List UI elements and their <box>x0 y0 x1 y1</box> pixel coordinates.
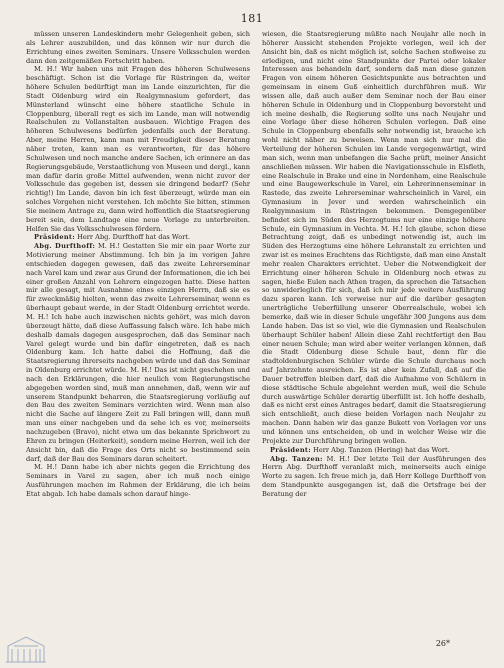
left-column <box>26 30 250 630</box>
paragraph-text: M. H.! Der letzte Teil der Ausführungen des Herrn Abg. Durfthoff veranlaßt mich, meinerseits auch einige Worte zu sagen. Ich freue mich ja, daß Herr Kollege Durfthoff von dem Standpunkte ausgegangen ist, daß die Ortsfrage bei der Beratung der <box>262 454 486 498</box>
paragraph-text: M. H.! Wir haben uns mit Fragen des höheren Schulwesens beschäftigt. Schon ist die Vorlage für Rüstringen da, weiter höhere Schulen bedürftigt man im Lande einzurichten, für die Stadt Oldenburg wird ein Realgymnasium gefordert, das Münsterland wünscht eine höhere staatliche Schule in Cloppenburg, überall regt es sich im Lande, man will notwendig Realschulen zu Vollanstalten ausbauen. Wichtige Fragen des höheren Schulwesens bedürfen jedenfalls auch der Beratung. Aber, meine Herren, kann man mit Freudigkeit dieser Beratung näher treten, kann man es verantworten, für das höhere Schulwesen und noch manche andere Sachen, ich erinnere an das Regierungsgebäude, Verstaatlichung von Museen und dergl., kann man dafür darin große Mittel aufwenden, wenn nicht zuvor der Volksschule das gegeben ist, dessen sie dringend bedarf? (Sehr richtig!) Im Lande, davon bin ich fest überzeugt, würde man ein solches Vorgehen nicht verstehen. Ich möchte Sie bitten, stimmen Sie meinem Antrage zu, dann wird hoffentlich die Staatsregierung bereit sein, dem Landtage eine neue Vorlage zu unterbreiten. Helfen Sie das Volksschulwesen fördern. <box>26 65 250 233</box>
paragraph <box>26 65 250 233</box>
speaker-name: Abg. Durfthoff: <box>34 242 96 251</box>
paragraph <box>262 30 486 446</box>
paragraph <box>26 233 250 242</box>
page-number: 181 <box>240 12 264 25</box>
paragraph-text: müssen unseren Landeskindern mehr Gelegenheit geben, sich als Lehrer auszubilden, und das können wir nur durch die Errichtung eines zweiten Seminars. Unsere Volksschulen werden dann den zeitgemäßen Fortschritt haben. <box>26 30 250 65</box>
speaker-name: Präsident: <box>34 233 76 242</box>
speaker-name: Präsident: <box>270 445 312 454</box>
paragraph-text: M. H.! Dann habe ich aber nichts gegen die Errichtung des Seminars in Varel zu sagen, aber ich muß noch einige Ausführungen machen im Rahmen der Erklärung, die ich beim Etat abgab. Ich habe damals schon darauf hinge- <box>26 463 250 498</box>
right-column <box>262 30 486 630</box>
paragraph-text: wiesen, die Staatsregierung müßte nach Neujahr alle noch in höherer Aussicht stehenden Projekte vorlegen, weil ich der Ansicht bin, daß es nicht möglich ist, solche Sachen stoßweise zu erledigen, und nicht eine Standpunkte der Partei oder lokaler Interessen aus behandeln darf, sondern daß man diese ganzen Fragen von einem höheren Gesichtspunkte aus betrachten und gemeinsam in einem Guß einheitlich durchführen muß. Wir wissen alle, daß auch außer dem Seminar noch der Bau einer höheren Schule in Oldenburg und in Cloppenburg bevorsteht und ich meine deshalb, die Regierung sollte uns nach Neujahr und eine Vorlage über diese höheren Schulen vorlegen. Daß eine Schule in Cloppenburg ebenfalls sehr notwendig ist, brauche ich wohl nicht näher zu beweisen. Wenn man sich nur mal die Verteilung der höheren Schulen im Lande vergegenwärtigt, wird man sich, wenn man unbefangen die Sache prüft, meiner Ansicht anschließen müssen. Wir haben die Navigationsschule in Elsfleth, eine Realschule in Brake und eine in Nordenham, eine Realschule und eine Baugewerkschule in Varel, ein Lehrerinnenseminar in Rastede, das zweite Lehrerseminar wahrscheinlich in Varel, ein Gymnasium in Jever und werden wahrscheinlich ein Realgymnasium in Rüstringen bekommen. Demgegenüber befindet sich im Süden des Herzogtums nur eine einzige höhere Schule, ein Gymnasium in Vechta. M. H.! Ich glaube, schon diese Betrachtung zeigt, daß es unbedingt notwendig ist, auch im Süden des Herzogtums eine höhere Lehranstalt zu errichten und zwar ist es meines Erachtens das Richtigste, daß man eine Anstalt mehr realen Charakters errichtet. Ueber die Notwendigkeit der Errichtung einer höheren Schule in Oldenburg noch etwas zu sagen, hieße Eulen nach Athen tragen, da sprechen die Tatsachen so unwiderleglich für sich, daß ich mir jede weitere Ausführung dazu sparen kann. Ich verweise nur auf die darüber gesagten unerträgliche Ueberfüllung unserer Oberrealschule, wobei ich bemerke, daß wie in dieser Schule ungefähr 300 Jungens aus dem Lande haben. Das ist so viel, wie die Gymnasien und Realschulen überhaupt Schüler haben! Allein diese Zahl rechtfertigt den Bau einer neuen Schule; man wird aber weiter verlangen können, daß die Stadt Oldenburg diese Schule baut, denn für die stadtoldenburgischen Schüler würde die Schule durchaus noch auf Jahrzehnte ausreichen. Es ist aber kein Zufall, daß auf die Dauer betreffen bleiben darf, daß die Aufnahme von Schülern in diese städtische Schule abgelehnt werden muß, weil die Schule durch auswärtige Schüler derartig überfüllt ist. Ich hoffe deshalb, daß es nicht erst eines Antrages bedarf, damit die Staatsregierung sich entschließt, auch diese beiden Vorlagen nach Neujahr zu machen. Dann haben wir das ganze Bukett von Vorlagen vor uns und können uns entscheiden, ob und in welcher Weise wir die Projekte zur Durchführung bringen wollen. <box>262 30 486 445</box>
paragraph <box>262 455 486 499</box>
speaker-name: Abg. Tanzen: <box>270 454 323 463</box>
paragraph-text: M. H.! Gestatten Sie mir ein paar Worte zur Motivierung meiner Abstimmung. Ich bin ja im vorigen Jahre entschieden dagegen gewesen, daß das zweite Lehrerseminar nach Varel kam und zwar aus Grund der Informationen, die ich bei einer großen Anzahl von Lehrern eingezogen hatte. Diese hatten mir alle gesagt, mit Ausnahme eines einzigen Herrn, daß sie es für zweckmäßig hielten, wenn das zweite Lehrerseminar, wenn es überhaupt gebaut werde, in der Stadt Oldenburg errichtet werde. M. H.! Ich habe auch inzwischen nichts gehört, was mich davon überzeugt hätte, daß diese Auffassung falsch wäre. Ich habe mich deshalb damals dagegen ausgesprochen, daß das Seminar nach Varel gelegt wurde und bin dafür eingetreten, daß es nach Oldenburg kam. Ich hatte dabei die Hoffnung, daß die Staatsregierung ihrerseits nachgeben würde und daß das Seminar in Oldenburg errichtet würde. M. H.! Das ist nicht geschehen und nach den Erklärungen, die hier neulich vom Regierungstische abgegeben worden sind, muß man annehmen, daß, wenn wir auf unserem Standpunkt beharren, die Staatsregierung vorläufig auf den Bau des zweiten Seminars verzichten wird. Wenn man also nicht die Sache auf längere Zeit zu Fall bringen will, dann muß man uns einer nachgeben und da sehe ich es vor, meinerseits nachzugeben (Bravo), nicht etwa um das bekannte Sprichwort zu Ehren zu bringen (Heiterkeit), sondern meine Herren, weil ich der Ansicht bin, daß die Frage des Orts nicht so bestimmend sein darf, daß der Bau des Seminars daran scheitert. <box>26 242 250 463</box>
paragraph <box>26 242 250 463</box>
paragraph-text: Herr Abg. Durfthoff hat das Wort. <box>77 233 191 242</box>
library-building-stamp-icon <box>4 634 48 664</box>
paragraph <box>26 30 250 65</box>
printer-signature: 26* <box>435 639 450 648</box>
paragraph <box>26 463 250 498</box>
paragraph <box>262 446 486 455</box>
paragraph-text: Herr Abg. Tanzen (Hering) hat das Wort. <box>313 445 450 454</box>
